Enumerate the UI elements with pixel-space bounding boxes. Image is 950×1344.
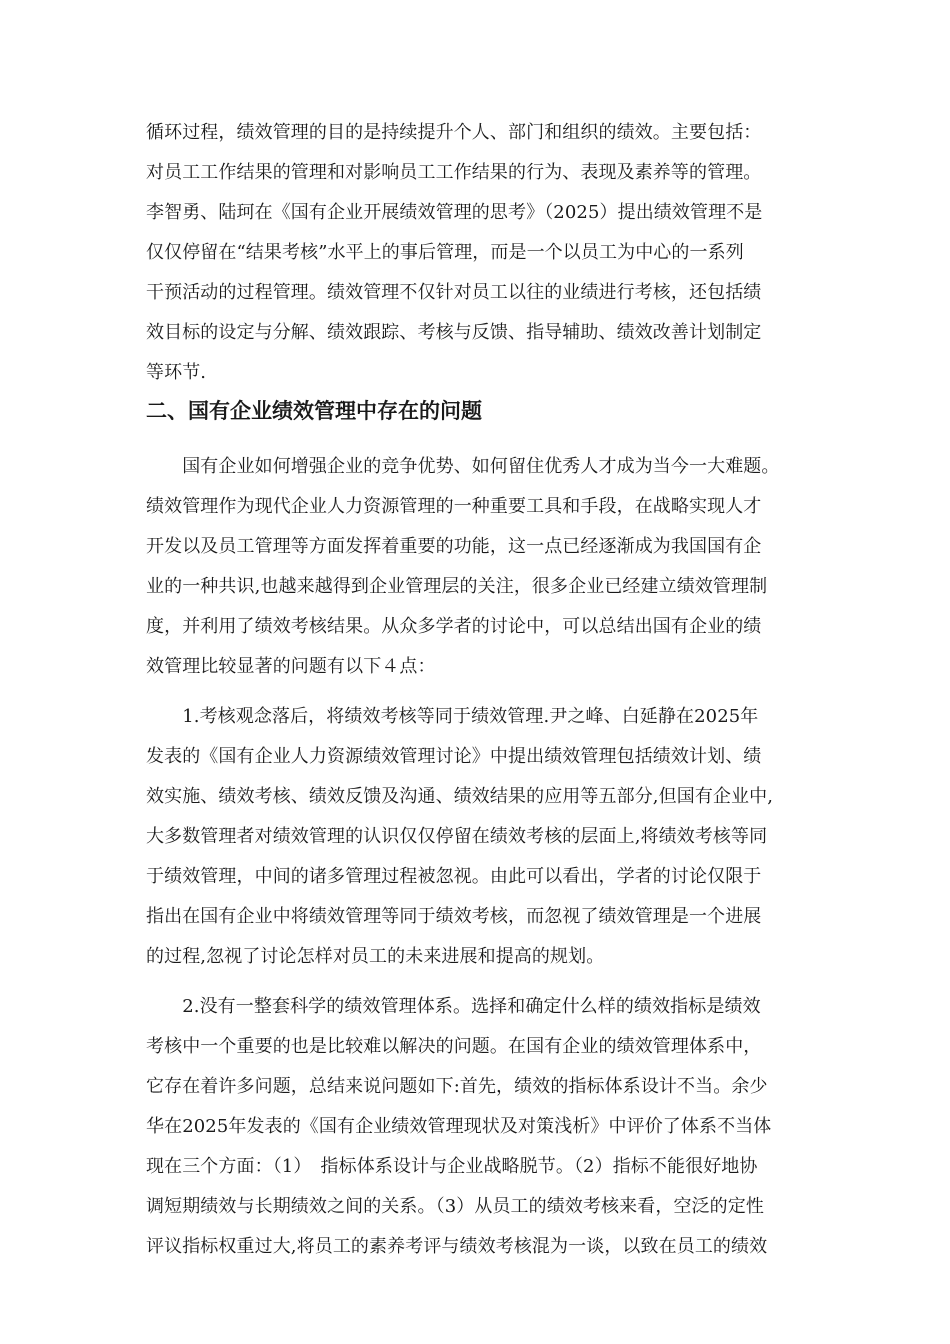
text-line: 仅仅停留在“结果考核”水平上的事后管理，而是一个以员工为中心的一系列: [146, 242, 744, 263]
section-heading: 二、国有企业绩效管理中存在的问题: [146, 399, 482, 423]
text-line: 大多数管理者对绩效管理的认识仅仅停留在绩效考核的层面上,将绩效考核等同: [146, 826, 768, 847]
text-line: 干预活动的过程管理。绩效管理不仅针对员工以往的业绩进行考核，还包括绩: [146, 282, 762, 303]
text-line: 2.没有一整套科学的绩效管理体系。选择和确定什么样的绩效指标是绩效: [146, 996, 761, 1017]
text-line: 现在三个方面：（1） 指标体系设计与企业战略脱节。（2）指标不能很好地协: [146, 1156, 758, 1177]
text-line: 考核中一个重要的也是比较难以解决的问题。在国有企业的绩效管理体系中，: [146, 1036, 762, 1057]
text-line: 指出在国有企业中将绩效管理等同于绩效考核，而忽视了绩效管理是一个进展: [146, 906, 762, 927]
text-line: 调短期绩效与长期绩效之间的关系。（3）从员工的绩效考核来看，空泛的定性: [146, 1196, 764, 1217]
text-line: 度，并利用了绩效考核结果。从众多学者的讨论中，可以总结出国有企业的绩: [146, 616, 762, 637]
text-line: 等环节.: [146, 362, 207, 383]
text-line: 对员工工作结果的管理和对影响员工工作结果的行为、表现及素养等的管理。: [146, 162, 762, 183]
text-line: 开发以及员工管理等方面发挥着重要的功能，这一点已经逐渐成为我国国有企: [146, 536, 762, 557]
text-line: 的过程,忽视了讨论怎样对员工的未来进展和提高的规划。: [146, 946, 605, 967]
text-line: 效管理比较显著的问题有以下４点：: [146, 656, 436, 677]
text-line: 国有企业如何增强企业的竞争优势、如何留住优秀人才成为当今一大难题。: [146, 456, 780, 477]
text-line: 循环过程，绩效管理的目的是持续提升个人、部门和组织的绩效。主要包括：: [146, 122, 762, 143]
text-line: 华在2025年发表的《国有企业绩效管理现状及对策浅析》中评价了体系不当体: [146, 1116, 772, 1137]
text-line: 李智勇、陆珂在《国有企业开展绩效管理的思考》（2025）提出绩效管理不是: [146, 202, 763, 223]
text-line: 效目标的设定与分解、绩效跟踪、考核与反馈、指导辅助、绩效改善计划制定: [146, 322, 762, 343]
text-line: 1.考核观念落后，将绩效考核等同于绩效管理.尹之峰、白延静在2025年: [146, 706, 759, 727]
text-line: 评议指标权重过大,将员工的素养考评与绩效考核混为一谈，以致在员工的绩效: [146, 1236, 768, 1257]
text-line: 效实施、绩效考核、绩效反馈及沟通、绩效结果的应用等五部分,但国有企业中,: [146, 786, 774, 807]
text-line: 业的一种共识,也越来越得到企业管理层的关注，很多企业已经建立绩效管理制: [146, 576, 768, 597]
text-line: 于绩效管理，中间的诸多管理过程被忽视。由此可以看出，学者的讨论仅限于: [146, 866, 762, 887]
text-line: 它存在着许多问题，总结来说问题如下:首先，绩效的指标体系设计不当。余少: [146, 1076, 768, 1097]
text-line: 发表的《国有企业人力资源绩效管理讨论》中提出绩效管理包括绩效计划、绩: [146, 746, 762, 767]
text-line: 绩效管理作为现代企业人力资源管理的一种重要工具和手段，在战略实现人才: [146, 496, 762, 517]
